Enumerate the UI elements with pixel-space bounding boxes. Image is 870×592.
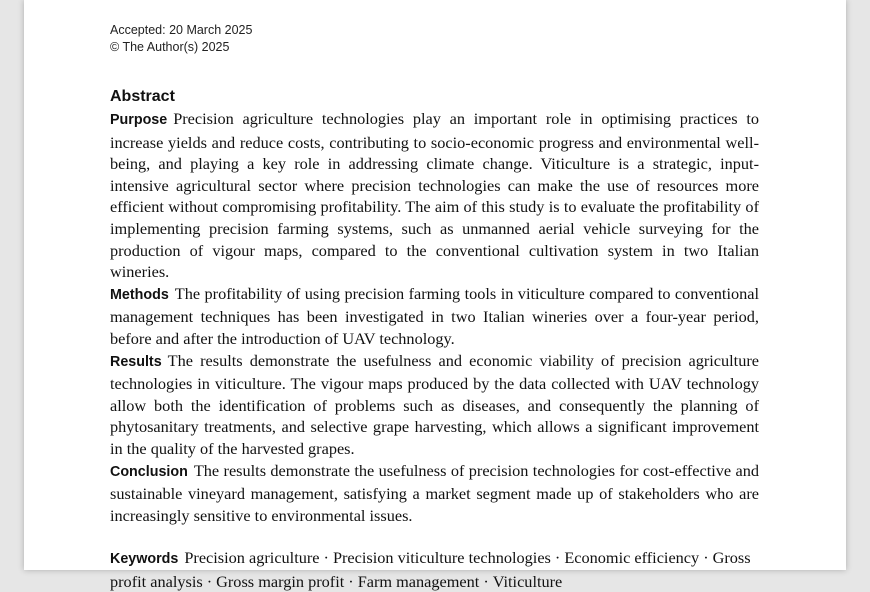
keyword-separator: · xyxy=(483,571,489,591)
methods-text: The profitability of using precision farming tools in viticulture compared to conventional management techniques has been investigated in two Italian wineries over a four-year period, before and after the introduction of UAV technology. xyxy=(110,283,759,348)
abstract-results xyxy=(110,350,759,460)
keyword: Viticulture xyxy=(492,571,563,591)
methods-label: Methods xyxy=(110,286,169,303)
keyword-separator: · xyxy=(554,548,561,568)
keyword-separator: · xyxy=(206,571,213,591)
keywords-list xyxy=(110,548,751,591)
abstract-purpose xyxy=(110,108,759,283)
keyword: Gross profit analysis xyxy=(110,548,751,591)
keyword-separator: · xyxy=(348,571,354,591)
conclusion-label: Conclusion xyxy=(110,463,188,480)
keyword: Economic efficiency xyxy=(564,548,700,568)
abstract-conclusion xyxy=(110,460,759,527)
keywords-label: Keywords xyxy=(110,551,179,568)
purpose-text: Precision agriculture technologies play an important role in optimising practices to increase yields and reduce costs, contributing to socio-economic progress and environmental well-being, and playing a key role in addressing climate change. Viticulture is a strategic, input-intensive agricultural sector where precision technologies can make the use of resources more efficient without compromising profitability. The aim of this study is to evaluate the profitability of implementing precision farming systems, such as unmanned aerial vehicle surveying for the production of vigour maps, compared to the conventional cultivation system in two Italian wineries. xyxy=(110,109,759,282)
accepted-date: Accepted: 20 March 2025 xyxy=(110,23,253,37)
abstract xyxy=(110,86,759,592)
copyright-notice: © The Author(s) 2025 xyxy=(110,40,230,54)
purpose-label: Purpose xyxy=(110,112,168,128)
results-label: Results xyxy=(110,353,162,370)
keyword: Farm management xyxy=(357,571,480,591)
abstract-methods xyxy=(110,283,759,350)
article-history xyxy=(110,22,252,56)
paper-page xyxy=(24,0,846,591)
abstract-title: Abstract xyxy=(110,88,175,105)
conclusion-text: The results demonstrate the usefulness of precision technologies for cost-effective and sustainable vineyard management, satisfying a market segment made up of stakeholders who are increasingly sensitive to environmental issues. xyxy=(110,460,759,525)
keyword: Precision viticulture technologies xyxy=(332,548,551,568)
keyword: Gross margin profit xyxy=(216,571,345,591)
keyword-separator: · xyxy=(323,548,329,568)
results-text: The results demonstrate the usefulness and economic viability of precision agriculture technologies in viticulture. The vigour maps produced by the data collected with UAV technology allow both the identification of problems such as diseases, and consequently the planning of phytosanitary treatments, and selective grape harvesting, which allows a significant improvement in the quality of the harvested grapes. xyxy=(110,350,759,458)
keyword: Precision agriculture xyxy=(184,548,320,568)
keyword-separator: · xyxy=(703,548,709,568)
keywords xyxy=(110,547,759,592)
